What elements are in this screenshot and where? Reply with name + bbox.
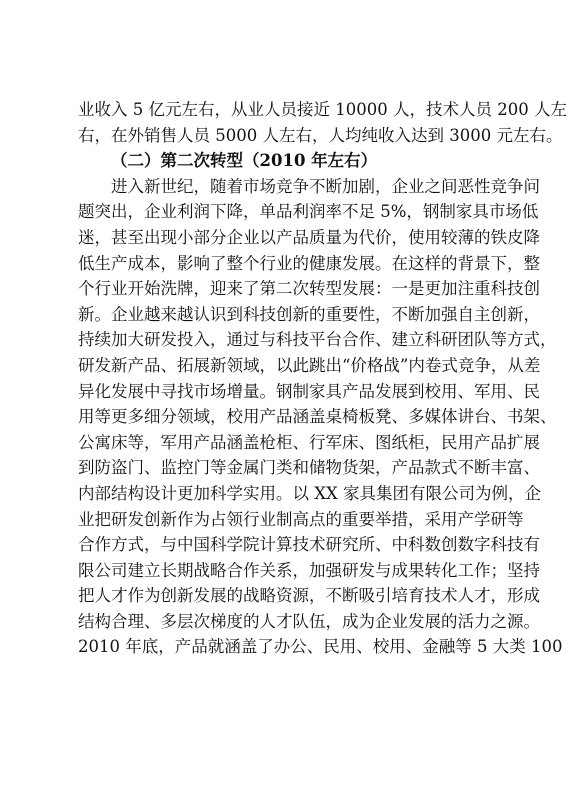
text-line: 内部结构设计更加科学实用。以 XX 家具集团有限公司为例，企	[78, 483, 541, 503]
text-line: 合作方式，与中国科学院计算技术研究所、中科数创数字科技有	[78, 535, 540, 555]
text-line: 用等更多细分领域，校用产品涵盖桌椅板凳、多媒体讲台、书架、	[78, 407, 557, 427]
body-text	[78, 97, 567, 660]
text-line: 题突出，企业利润下降，单品利润率不足 5%，钢制家具市场低	[78, 202, 539, 222]
text-line: 低生产成本，影响了整个行业的健康发展。在这样的背景下，整	[78, 253, 540, 273]
paragraph-first-line: 进入新世纪，随着市场竞争不断加剧，企业之间恶性竞争问	[111, 176, 540, 196]
text-line: 研发新产品、拓展新领域，以此跳出“价格战”内卷式竞争，从差	[78, 355, 541, 375]
section-heading: （二）第二次转型（2010 年左右）	[111, 151, 378, 171]
text-line: 异化发展中寻找市场增量。钢制家具产品发展到校用、军用、民	[78, 381, 540, 401]
text-line: 迷，甚至出现小部分企业以产品质量为代价，使用较薄的铁皮降	[78, 227, 540, 247]
text-line: 个行业开始洗牌，迎来了第二次转型发展：一是更加注重科技创	[78, 279, 540, 299]
text-line: 限公司建立长期战略合作关系，加强研发与成果转化工作；坚持	[78, 560, 540, 580]
text-line: 持续加大研发投入，通过与科技平台合作、建立科研团队等方式，	[78, 330, 557, 350]
text-line: 新。企业越来越认识到科技创新的重要性，不断加强自主创新，	[78, 304, 540, 324]
text-line: 把人才作为创新发展的战略资源，不断吸引培育技术人才，形成	[78, 586, 540, 606]
text-line: 结构合理、多层次梯度的人才队伍，成为企业发展的活力之源。	[78, 611, 540, 631]
text-line: 到防盗门、监控门等金属门类和储物货架，产品款式不断丰富、	[78, 458, 540, 478]
text-line: 右，在外销售人员 5000 人左右，人均纯收入达到 3000 元左右。	[78, 125, 563, 145]
text-line: 2010 年底，产品就涵盖了办公、民用、校用、金融等 5 大类 100	[78, 637, 563, 657]
text-line: 公寓床等，军用产品涵盖枪柜、行军床、图纸柜，民用产品扩展	[78, 432, 540, 452]
text-line: 业收入 5 亿元左右，从业人员接近 10000 人，技术人员 200 人左	[78, 100, 567, 119]
text-line: 业把研发创新作为占领行业制高点的重要举措，采用产学研等	[78, 509, 524, 529]
